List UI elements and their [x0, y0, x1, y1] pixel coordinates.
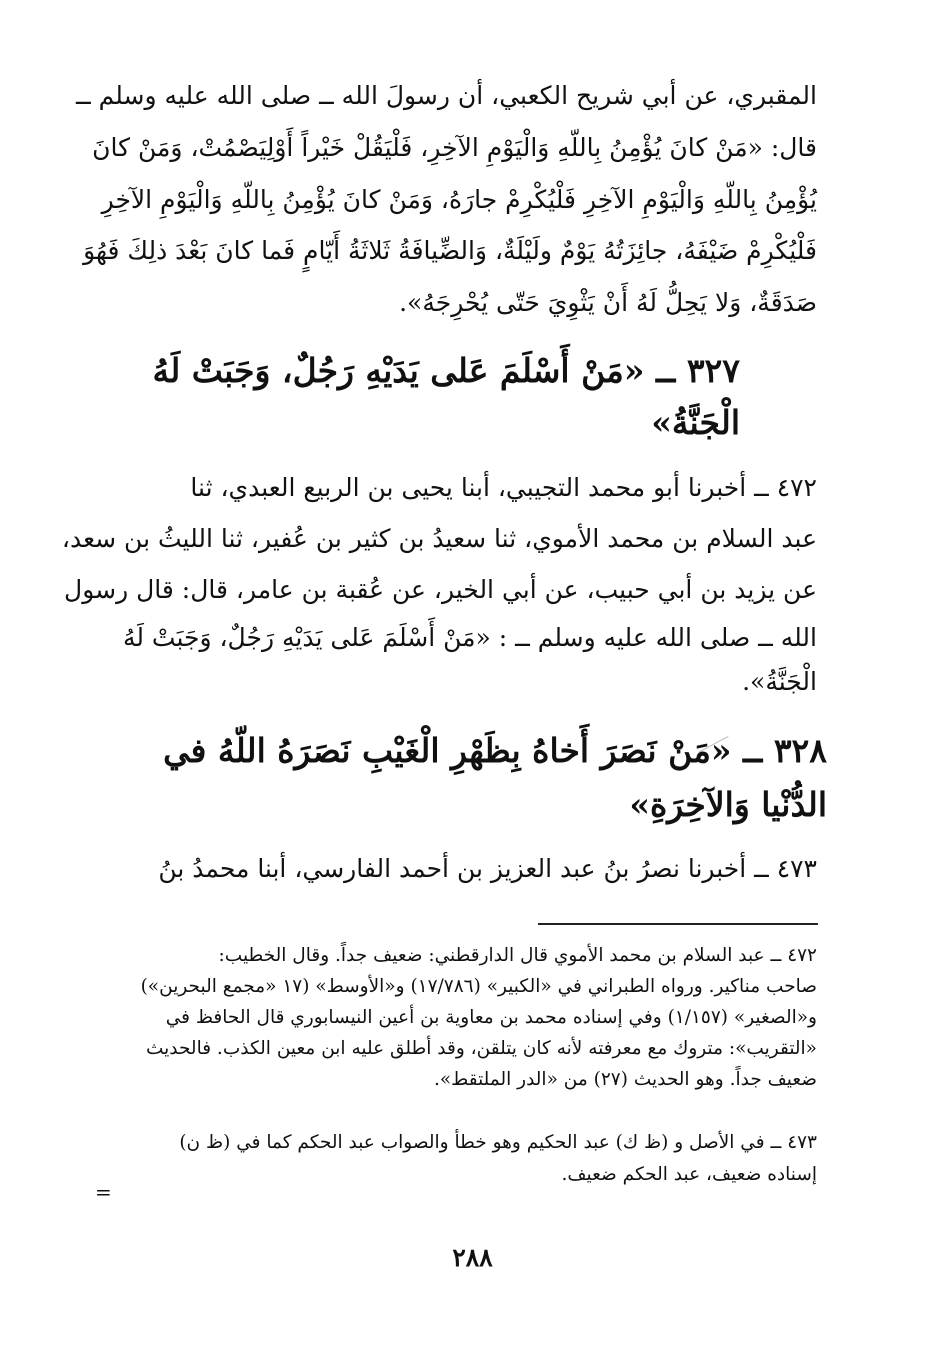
hadith-text-line: ٤٧٣ ــ أخبرنا نصرُ بنُ عبد العزيز بن أحمد الفارسي، أبنا محمدُ بنُ [158, 854, 817, 883]
hadith-text-line: ٤٧٢ ــ أخبرنا أبو محمد التجيبي، أبنا يحيى بن الربيع العبدي، ثنا [190, 473, 817, 502]
page-number: ٢٨٨ [452, 1243, 493, 1272]
chapter-heading: ٣٢٨ ــ «مَنْ نَصَرَ أَخاهُ بِظَهْرِ الْغَيْبِ نَصَرَهُ اللّهُ في [163, 731, 827, 770]
text-line: صَدَقَةٌ، وَلا يَحِلُّ لَهُ أَنْ يَثْوِيَ حَتّى يُحْرِجَهُ». [399, 288, 817, 317]
text-line: المقبري، عن أبي شريح الكعبي، أن رسولَ الله ــ صلى الله عليه وسلم ــ [76, 81, 817, 110]
footnote-line: ضعيف جداً. وهو الحديث (٢٧) من «الدر الملتقط». [433, 1069, 817, 1090]
footnote-separator [538, 923, 818, 925]
footnote-line: إسناده ضعيف، عبد الحكم ضعيف. [561, 1164, 817, 1185]
hadith-text-line: عن يزيد بن أبي حبيب، عن أبي الخير، عن عُقبة بن عامر، قال: قال رسول [64, 575, 817, 604]
footnote-line: صاحب مناكير. ورواه الطبراني في «الكبير» (١٧/٧٨٦) و«الأوسط» (١٧ «مجمع البحرين») [140, 976, 817, 997]
footnote-line: ٤٧٣ ــ في الأصل و (ظ ك) عبد الحكيم وهو خطأ والصواب عبد الحكم كما في (ظ ن) [179, 1132, 817, 1153]
footnote-line: و«الصغير» (١/١٥٧) وفي إسناده محمد بن معاوية بن أعين النيسابوري قال الحافظ في [165, 1007, 817, 1028]
footnote-line: ٤٧٢ ــ عبد السلام بن محمد الأموي قال الدارقطني: ضعيف جداً. وقال الخطيب: [218, 945, 817, 966]
footnote-line: «التقريب»: متروك مع معرفته لأنه كان يتلقن، وقد أطلق عليه ابن معين الكذب. فالحديث [145, 1038, 817, 1059]
chapter-heading: الدُّنْيا وَالآخِرَةِ» [629, 785, 827, 824]
hadith-text-line: الله ــ صلى الله عليه وسلم ــ : «مَنْ أَسْلَمَ عَلى يَدَيْهِ رَجُلٌ، وَجَبَتْ لَهُ [122, 623, 817, 652]
text-line: يُؤْمِنُ بِاللّهِ وَالْيَوْمِ الآخِرِ فَلْيُكْرِمْ جارَهُ، وَمَنْ كانَ يُؤْمِنُ بِاللّهِ وَالْيَوْمِ الآخِرِ [101, 185, 817, 214]
chapter-heading: الْجَنَّةُ» [651, 403, 740, 442]
hadith-text-line: عبد السلام بن محمد الأموي، ثنا سعيدُ بن كثير بن عُفير، ثنا الليثُ بن سعد، [61, 524, 817, 553]
chapter-heading: ٣٢٧ ــ «مَنْ أَسْلَمَ عَلى يَدَيْهِ رَجُلٌ، وَجَبَتْ لَهُ [152, 351, 740, 390]
text-line: فَلْيُكْرِمْ ضَيْفَهُ، جائِزَتُهُ يَوْمٌ ولَيْلَةٌ، وَالضِّيافَةُ ثَلاثَةُ أَيّامٍ فَما كانَ بَعْدَ ذلِكَ فَهُوَ [83, 236, 817, 265]
text-line: قال: «مَنْ كانَ يُؤْمِنُ بِاللّهِ وَالْيَوْمِ الآخِرِ، فَلْيَقُلْ خَيْراً أَوْلِيَصْمُتْ، وَمَنْ كانَ [92, 133, 817, 162]
hadith-text-line: الْجَنَّةُ». [742, 667, 817, 696]
continuation-mark: = [95, 1180, 112, 1204]
